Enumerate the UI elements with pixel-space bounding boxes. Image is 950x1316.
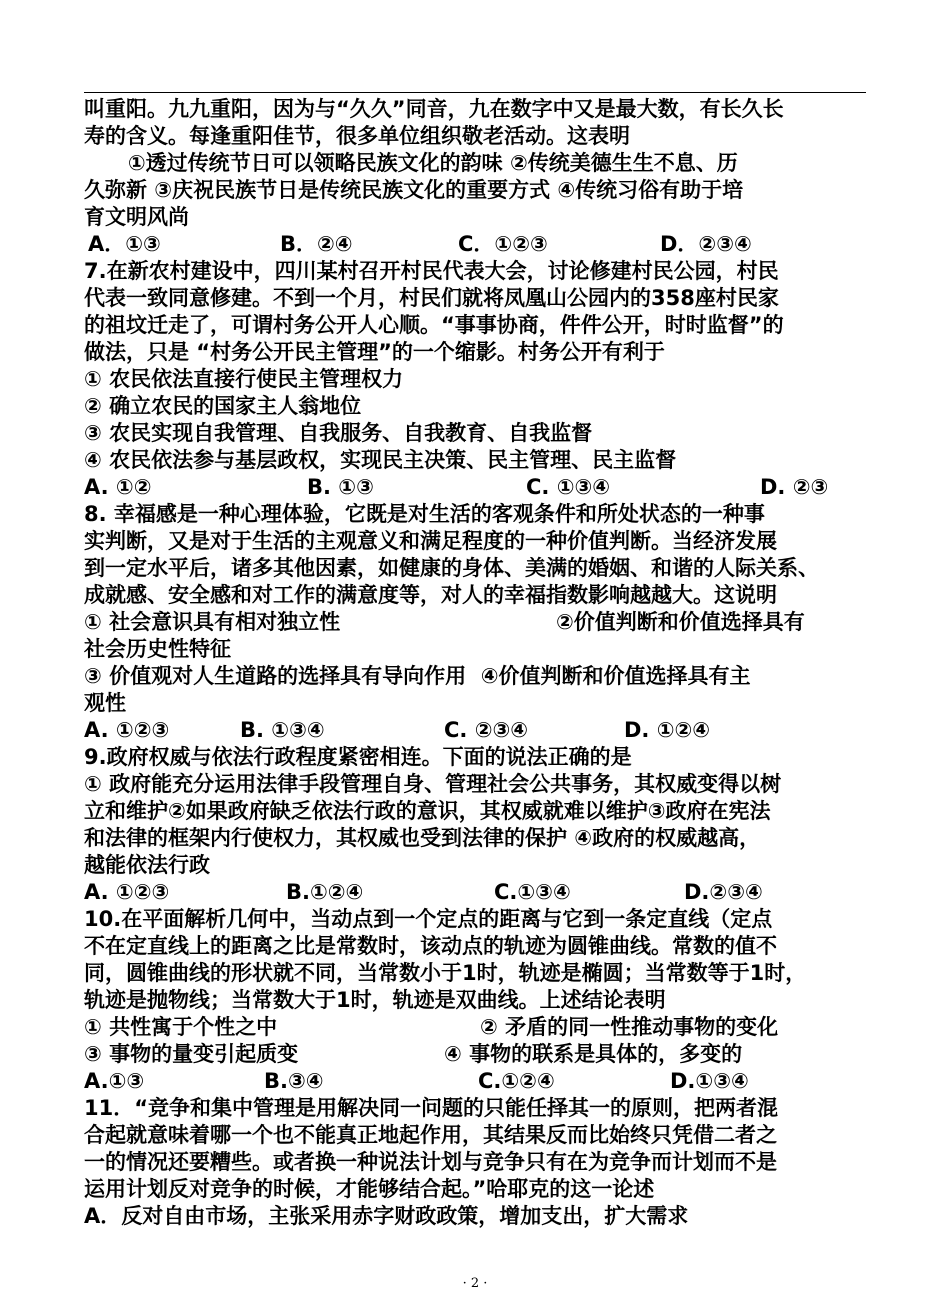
option-c: C.①③④ (494, 880, 571, 904)
text-line: 代表一致同意修建。不到一个月，村民们就将凤凰山公园内的358座村民家 (84, 286, 779, 310)
statement-1: ① 农民依法直接行使民主管理权力 (84, 367, 404, 391)
text-line: 实判断，又是对于生活的主观意义和满足程度的一种价值判断。当经济发展 (84, 529, 777, 553)
option-d: D.①③④ (670, 1069, 749, 1093)
option-a: A．①③ (88, 232, 161, 256)
text-line: 和法律的框架内行使权力，其权威也受到法律的保护 ④政府的权威越高， (84, 826, 761, 850)
option-b: B. ①③④ (240, 718, 325, 742)
text-line: 越能依法行政 (84, 853, 210, 877)
text-line: 的祖坟迁走了，可谓村务公开人心顺。“事事协商，件件公开，时时监督”的 (84, 313, 784, 337)
text-line: 做法，只是 “村务公开民主管理”的一个缩影。村务公开有利于 (84, 340, 665, 364)
text-line: ① 政府能充分运用法律手段管理自身、管理社会公共事务，其权威变得以树 (84, 772, 782, 796)
header-rule (84, 92, 866, 93)
option-a: A. ①②③ (84, 880, 170, 904)
option-a: A.①③ (84, 1069, 145, 1093)
option-a: A. ①② (84, 475, 152, 499)
text-line: 不在定直线上的距离之比是常数时，该动点的轨迹为圆锥曲线。常数的值不 (84, 934, 777, 958)
option-c: C．①②③ (458, 232, 548, 256)
text-line: 运用计划反对竞争的时候，才能够结合起。”哈耶克的这一论述 (84, 1177, 655, 1201)
statement-3: ③ 农民实现自我管理、自我服务、自我教育、自我监督 (84, 421, 593, 445)
text-line: 育文明风尚 (84, 205, 189, 229)
statement-4: ④ 农民依法参与基层政权，实现民主决策、民主管理、民主监督 (84, 448, 677, 472)
question-8-line: 8. 幸福感是一种心理体验，它既是对生活的客观条件和所处状态的一种事 (84, 502, 765, 526)
option-b: B.③④ (264, 1069, 324, 1093)
statement-1: ① 社会意识具有相对独立性 (84, 610, 341, 634)
text-line: 同，圆锥曲线的形状就不同，当常数小于1时，轨迹是椭圆；当常数等于1时， (84, 961, 807, 985)
statement-2: ② 矛盾的同一性推动事物的变化 (480, 1015, 779, 1039)
option-c: C. ①③④ (526, 475, 611, 499)
text-line: 立和维护②如果政府缺乏依法行政的意识，其权威就难以维护③政府在宪法 (84, 799, 771, 823)
statement-4: ④ 事物的联系是具体的，多变的 (444, 1042, 743, 1066)
text-line: 久弥新 ③庆祝民族节日是传统民族文化的重要方式 ④传统习俗有助于培 (84, 178, 744, 202)
text-line: 叫重阳。九九重阳，因为与“久久”同音，九在数字中又是最大数，有长久长 (84, 97, 784, 121)
question-11-line: 11．“竞争和集中管理是用解决同一问题的只能任择其一的原则，把两者混 (84, 1096, 779, 1120)
text-line: 寿的含义。每逢重阳佳节，很多单位组织敬老活动。这表明 (84, 124, 630, 148)
text-line: 一的情况还要糟些。或者换一种说法计划与竞争只有在为竞争而计划而不是 (84, 1150, 777, 1174)
option-b: B．②④ (280, 232, 353, 256)
text-line: 到一定水平后，诸多其他因素，如健康的身体、美满的婚姻、和谐的人际关系、 (84, 556, 819, 580)
question-10-line: 10.在平面解析几何中，当动点到一个定点的距离与它到一条定直线（定点 (84, 907, 773, 931)
option-d: D. ②③ (760, 475, 829, 499)
option-c: C. ②③④ (444, 718, 529, 742)
text-line: 社会历史性特征 (84, 637, 231, 661)
option-b: B. ①③ (307, 475, 374, 499)
option-d: D.②③④ (684, 880, 763, 904)
statement-1: ① 共性寓于个性之中 (84, 1015, 278, 1039)
option-d: D．②③④ (660, 232, 752, 256)
option-d: D. ①②④ (624, 718, 711, 742)
option-b: B.①②④ (286, 880, 364, 904)
option-c: C.①②④ (478, 1069, 555, 1093)
text-line: 轨迹是抛物线；当常数大于1时，轨迹是双曲线。上述结论表明 (84, 988, 666, 1012)
text-line: 成就感、安全感和对工作的满意度等，对人的幸福指数影响越越大。这说明 (84, 583, 777, 607)
page-number: · 2 · (462, 1276, 488, 1291)
statement-3: ③ 价值观对人生道路的选择具有导向作用 ④价值判断和价值选择具有主 (84, 664, 751, 688)
text-line: 合起就意味着哪一个也不能真正地起作用，其结果反而比始终只凭借二者之 (84, 1123, 777, 1147)
statement-3: ③ 事物的量变引起质变 (84, 1042, 299, 1066)
statement-2: ②价值判断和价值选择具有 (556, 610, 805, 634)
question-9-line: 9.政府权威与依法行政程度紧密相连。下面的说法正确的是 (84, 745, 632, 769)
statement-2: ② 确立农民的国家主人翁地位 (84, 394, 362, 418)
text-line: 观性 (84, 691, 126, 715)
option-a-line: A．反对自由市场，主张采用赤字财政政策，增加支出，扩大需求 (84, 1204, 689, 1228)
text-line: ①透过传统节日可以领略民族文化的韵味 ②传统美德生生不息、历 (84, 151, 738, 175)
option-a: A. ①②③ (84, 718, 170, 742)
question-7-line: 7.在新农村建设中，四川某村召开村民代表大会，讨论修建村民公园，村民 (84, 259, 779, 283)
